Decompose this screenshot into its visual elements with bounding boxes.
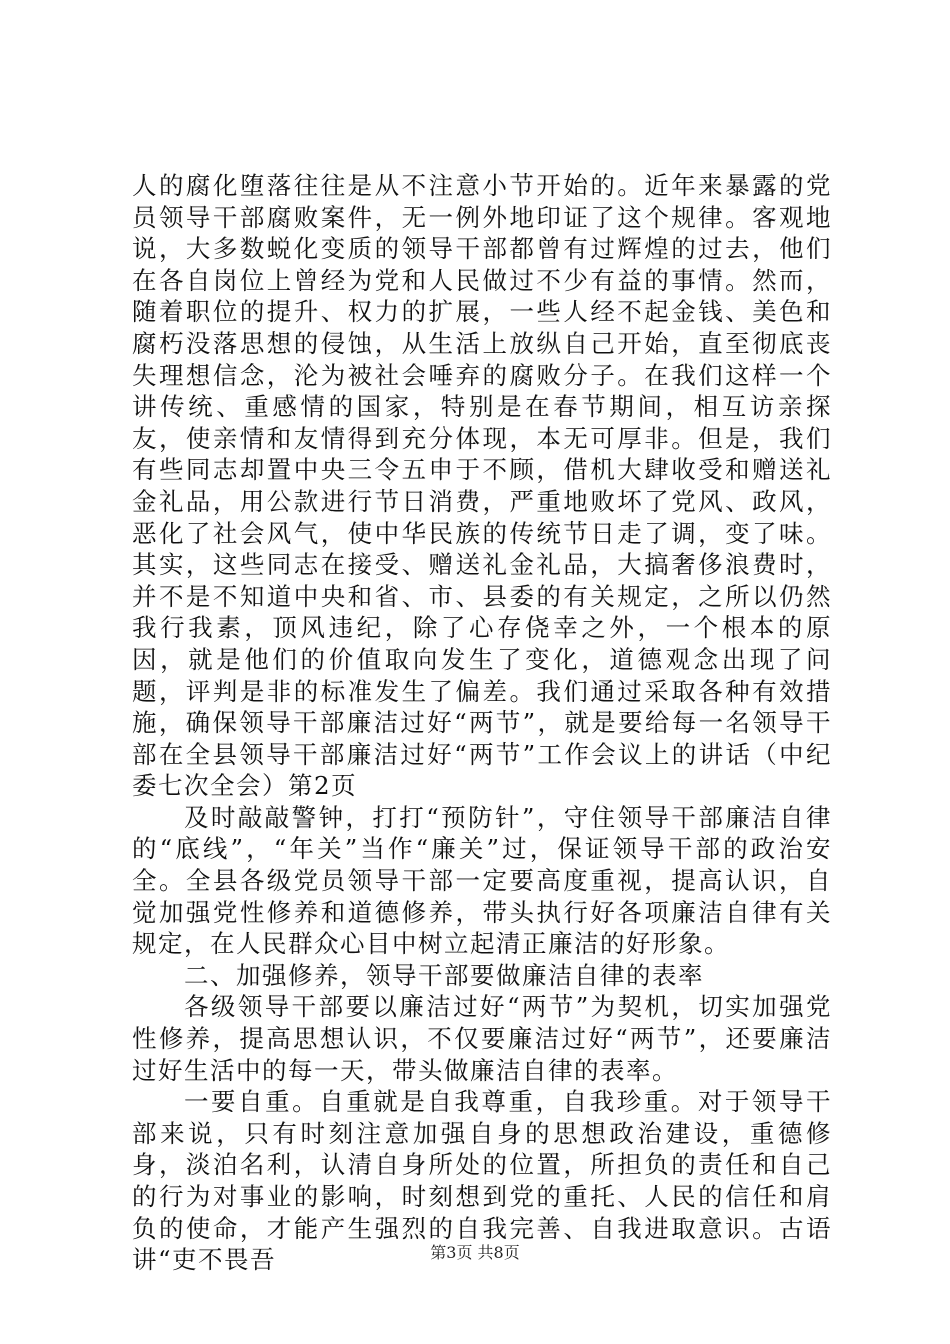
body-text (132, 170, 832, 1276)
paragraph-3: 各级领导干部要以廉洁过好“两节”为契机，切实加强党性修养，提高思想认识，不仅要廉洁过好“两节”，还要廉洁过好生活中的每一天，带头做廉洁自律的表率。 (132, 992, 832, 1085)
page-footer: 第3页 共8页 (430, 1243, 520, 1262)
paragraph-4: 一要自重。自重就是自我尊重，自我珍重。对于领导干部来说，只有时刻注意加强自身的思想政治建设，重德修身，淡泊名利，认清自身所处的位置，所担负的责任和自己的行为对事业的影响，时刻想到党的重托、人民的信任和肩负的使命，才能产生强烈的自我完善、自我进取意识。古语讲“吏不畏吾 (132, 1087, 832, 1275)
paragraph-2: 及时敲敲警钟，打打“预防针”，守住领导干部廉洁自律的“底线”，“年关”当作“廉关”过，保证领导干部的政治安全。全县各级党员领导干部一定要高度重视，提高认识，自觉加强党性修养和道德修养，带头执行好各项廉洁自律有关规定，在人民群众心目中树立起清正廉洁的好形象。 (132, 802, 832, 959)
section-heading: 二、加强修养，领导干部要做廉洁自律的表率 (184, 960, 704, 990)
paragraph-1: 人的腐化堕落往往是从不注意小节开始的。近年来暴露的党员领导干部腐败案件，无一例外地印证了这个规律。客观地说，大多数蜕化变质的领导干部都曾有过辉煌的过去，他们在各自岗位上曾经为党和人民做过不少有益的事情。然而，随着职位的提升、权力的扩展，一些人经不起金钱、美色和腐朽没落思想的侵蚀，从生活上放纵自己开始，直至彻底丧失理想信念，沦为被社会唾弃的腐败分子。在我们这样一个讲传统、重感情的国家，特别是在春节期间，相互访亲探友，使亲情和友情得到充分体现，本无可厚非。但是，我们有些同志却置中央三令五申于不顾，借机大肆收受和赠送礼金礼品，用公款进行节日消费，严重地败坏了党风、政风，恶化了社会风气，使中华民族的传统节日走了调，变了味。其实，这些同志在接受、赠送礼金礼品，大搞奢侈浪费时，并不是不知道中央和省、市、县委的有关规定，之所以仍然我行我素，顶风违纪，除了心存侥幸之外，一个根本的原因，就是他们的价值取向发生了变化，道德观念出现了问题，评判是非的标准发生了偏差。我们通过采取各种有效措施，确保领导干部廉洁过好“两节”，就是要给每一名领导干部在全县领导干部廉洁过好“两节”工作会议上的讲话（中纪委七次全会）第2页 (132, 171, 832, 801)
